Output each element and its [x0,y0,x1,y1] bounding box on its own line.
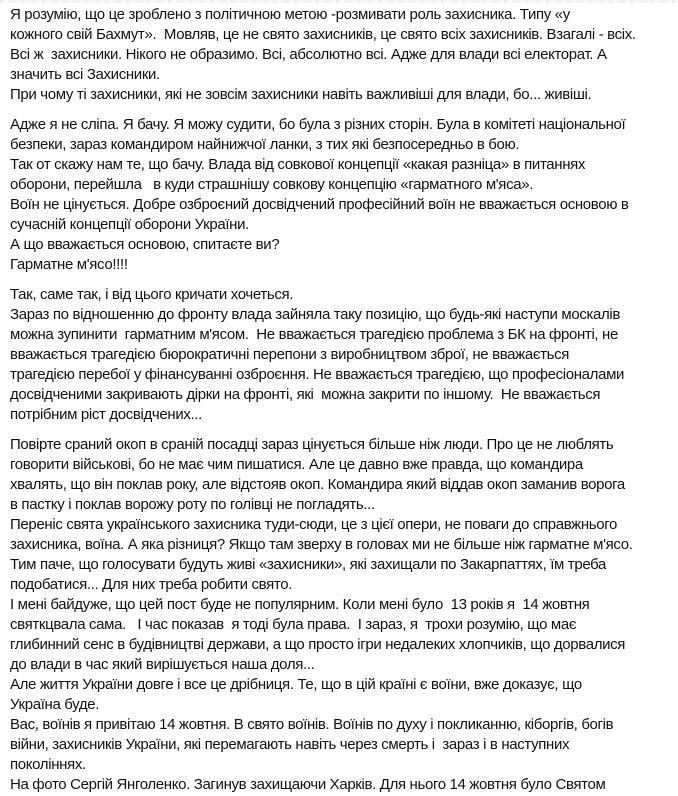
text-line: Повірте сраний окоп в сраній посадці зараз цінується більше ніж люди. Про це не люблять [10,436,614,453]
text-line: святкцвала сама. І час показав я тоді була права. І зараз, я трохи розумію, що має [10,616,577,633]
text-line: А що вважається основою, спитаєте ви? [10,236,280,253]
text-line: І мені байдуже, що цей пост буде не популярним. Коли мені було 13 років я 14 жовтня [10,596,590,613]
text-line: Я розумію, що це зроблено з політичною метою -розмивати роль захисника. Типу «у [10,6,570,23]
paragraph-block [10,435,672,795]
text-line: досвідченими закривають дірки на фронті, які можна закрити по іншому. Не вважається [10,386,601,403]
text-line: Так, саме так, і від цього кричати хочеться. [10,286,294,303]
text-line: трагедією перебої у фінансуванні озброєння. Не вважається трагедією, що професіоналами [10,366,625,383]
text-line: оборони, перейшла в куди страшнішу совкову концепцію «гарматного м'яса». [10,176,534,193]
text-line: Воїн не цінується. Добре озброєний досвідчений професійний воїн не вважається основою в [10,196,629,213]
text-line: На фото Сергій Янголенко. Загинув захищаючи Харків. Для нього 14 жовтня було Святом [10,776,606,793]
text-line: безпеки, зараз командиром найнижчої ланки, з тих які безпосередньо в бою. [10,136,520,153]
text-line: говорити військові, бо не має чим пишатися. Але це давно вже правда, що командира [10,456,583,473]
text-line: хвалять, що він поклав року, але відстояв окоп. Командира який віддав окоп заманив ворога [10,476,625,493]
text-line: Зараз по відношенню до фронту влада зайняла таку позицію, що будь-які наступи москалів [10,306,621,323]
text-line: кожного свій Бахмут». Мовляв, це не свято захисників, це свято всіх захисників. Взагалі - всіх. [10,26,636,43]
text-line: Україна буде. [10,696,100,713]
text-line: Так от скажу нам те, що бачу. Влада від совкової концепції «какая разніца» в питаннях [10,156,586,173]
text-line: Але життя України довге і все це дрібниця. Те, що в цій країні є воїни, вже доказує, що [10,676,582,693]
text-line: Гарматне м'ясо!!!! [10,256,128,273]
text-line: Тим паче, що голосувати будуть живі «захисники», які захищали по Закарпаттях, їм треба [10,556,607,573]
text-line: Переніс свята українського захисника туди-сюди, це з цієї опери, не поваги до справжнього [10,516,618,533]
text-line: При чому ті захисники, які не зовсім захисники навіть важливіші для влади, бо... живіші. [10,86,592,103]
text-line: Адже я не сліпа. Я бачу. Я можу судити, бо була з різних сторін. Була в комітеті національної [10,116,626,133]
text-line: в пастку і поклав ворожу роту по голівці не погладять... [10,496,375,513]
text-line: до влади в час який вирішується наша доля... [10,656,315,673]
text-line: сучасній концепції оборони України. [10,216,249,233]
paragraph-block [10,5,672,105]
text-line: подобатися... Для них треба робити свято. [10,576,293,593]
paragraph-block [10,115,672,275]
text-line: вважається трагедією бюрократичні перепони з виробництвом зброї, не вважається [10,346,570,363]
text-line: Вас, воїнів я привітаю 14 жовтня. В свято воїнів. Воїнів по духу і покликанню, кіборгів, богів [10,716,614,733]
text-line: потрібним ріст досвідчених... [10,406,202,423]
paragraph-block [10,285,672,425]
text-line: поколіннях. [10,756,86,773]
text-line: захисника, воїна. А яка різниця? Якщо там зверху в головах ми не більше ніж гарматне м'ясо. [10,536,633,553]
text-line: значить всі Захисники. [10,66,160,83]
text-line: глибинний сенс в будівництві держави, а що просто ігри недалеких хлопчиків, що дорвалися [10,636,626,653]
text-line: можна зупинити гарматним м'ясом. Не вважається трагедією проблема з БК на фронті, не [10,326,618,343]
text-line: війни, захисників України, які перемагають навіть через смерть і зараз і в наступних [10,736,570,753]
text-line: Всі ж захисники. Нікого не образимо. Всі, абсолютно всі. Адже для влади всі електорат. А [10,46,607,63]
